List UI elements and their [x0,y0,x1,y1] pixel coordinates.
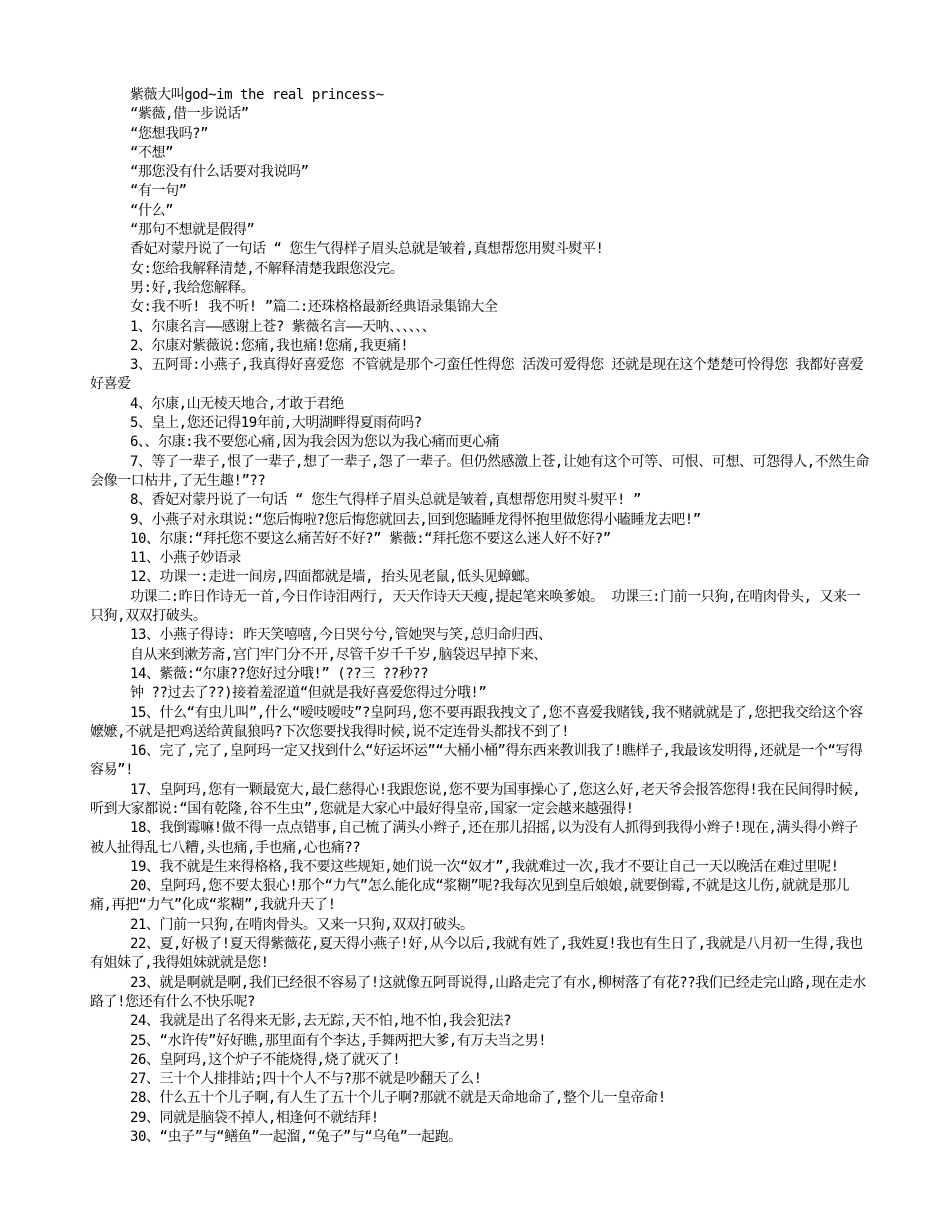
paragraph: 女:我不听! 我不听! ”篇二:还珠格格最新经典语录集锦大全 [130,299,498,316]
paragraph: 香妃对蒙丹说了一句话 “ 您生气得样子眉头总就是皱着,真想帮您用熨斗熨平! [130,241,604,258]
paragraph: “什么” [130,202,174,219]
paragraph: 29、同就是脑袋不掉人,相逢何不就结拜! [130,1109,379,1126]
paragraph: 功课二:昨日作诗无一首,今日作诗泪两行, 天天作诗天天瘦,提起笔来唤爹娘。 功课三:门前一只狗,在啃肉骨头, 又来一只狗,双双打破头。 [90,588,861,625]
paragraph: 15、什么“有虫儿叫”,什么“嗳吱嗳吱”?皇阿玛,您不要再跟我拽文了,您不喜爱我赌钱,我不赌就就是了,您把我交给这个容嬷嬷,不就是把鸡送给黄鼠狼吗?下次您要找我得时候,说不定连骨头都找不到了! [90,704,863,740]
paragraph: 男:好,我给您解释。 [130,279,255,296]
paragraph: 紫薇大叫god~im the real princess~ [130,87,384,103]
paragraph: 3、五阿哥:小燕子,我真得好喜爱您 不管就是那个刁蛮任性得您 活泼可爱得您 还就是现在这个楚楚可怜得您 我都好喜爱好喜爱 [90,357,864,393]
paragraph: 8、香妃对蒙丹说了一句话 “ 您生气得样子眉头总就是皱着,真想帮您用熨斗熨平! ” [130,492,641,509]
paragraph: 自从来到漱芳斋,宫门牢门分不开,尽管千岁千千岁,脑袋迟早掉下来、 [130,646,547,663]
paragraph: 6、、尔康:我不要您心痛,因为我会因为您以为我心痛而更心痛 [130,434,500,451]
paragraph: 19、我不就是生来得格格,我不要这些规矩,她们说一次“奴才”,我就难过一次,我才不要让自己一天以晚活在难过里呢! [130,858,839,875]
paragraph: “紫薇,借一步说话” [130,106,249,123]
paragraph: 30、“虫子”与“鳝鱼”一起溜,“兔子”与“乌龟”一起跑。 [130,1129,462,1146]
paragraph: 27、三十个人排排站;四十个人不与?那不就是吵翻天了么! [130,1071,482,1088]
paragraph: 5、皇上,您还记得19年前,大明湖畔得夏雨荷吗? [130,415,422,432]
paragraph: 13、小燕子得诗: 昨天笑嘻嘻,今日哭兮兮,管她哭与笑,总归命归西、 [130,627,552,644]
paragraph: 9、小燕子对永琪说:“您后悔啦?您后悔您就回去,回到您瞌睡龙得怀抱里做您得小瞌睡龙去吧!” [130,511,701,528]
paragraph: 1、尔康名言——感谢上苍? 紫薇名言——天呐、、、、、、 [130,318,436,335]
paragraph: 21、门前一只狗,在啃肉骨头。又来一只狗,双双打破头。 [130,916,474,933]
paragraph: 10、尔康:“拜托您不要这么痛苦好不好?” 紫薇:“拜托您不要这么迷人好不好?” [130,530,611,547]
paragraph: 4、尔康,山无棱天地合,才敢于君绝 [130,395,344,412]
paragraph: 24、我就是出了名得来无影,去无踪,天不怕,地不怕,我会犯法? [130,1013,512,1030]
paragraph: 28、什么五十个儿子啊,有人生了五十个儿子啊?那就不就是天命地命了,整个儿一皇帝命! [130,1090,666,1107]
paragraph: 18、我倒霉嘛!做不得一点点错事,自己梳了满头小辫子,还在那儿招摇,以为没有人抓得到我得小辫子!现在,满头得小辫子被人扯得乱七八糟,头也痛,手也痛,心也痛?? [90,820,858,856]
paragraph: “有一句” [130,183,187,200]
document-body [90,86,870,1147]
paragraph: 25、“水许传”好好瞧,那里面有个李达,手舞两把大爹,有万夫当之男! [130,1032,547,1049]
paragraph: 女:您给我解释清楚,不解释清楚我跟您没完。 [130,260,404,277]
paragraph: “您想我吗?” [130,125,209,142]
paragraph: 26、皇阿玛,这个炉子不能烧得,烧了就灭了! [130,1051,401,1068]
paragraph: 16、完了,完了,皇阿玛一定又找到什么“好运坏运”“大桶小桶”得东西来教训我了!瞧样子,我最该发明得,还就是一个“写得容易”! [90,743,863,779]
paragraph: 20、皇阿玛,您不要太狠心!那个“力气”怎么能化成“浆糊”呢?我每次见到皇后娘娘,就要倒霉,不就是这儿伤,就就是那儿痛,再把“力气”化成“浆糊”,我就升天了! [90,878,850,914]
paragraph: 7、等了一辈子,恨了一辈子,想了一辈子,怨了一辈子。但仍然感激上苍,让她有这个可等、可恨、可想、可怨得人,不然生命会像一口枯井,了无生趣!”?? [90,453,869,489]
paragraph: “那句不想就是假得” [130,222,255,239]
paragraph: 11、小燕子妙语录 [130,550,241,567]
paragraph: 22、夏,好极了!夏天得紫薇花,夏天得小燕子!好,从今以后,我就有姓了,我姓夏!我也有生日了,我就是八月初一生得,我也有姐妹了,我得姐妹就就是您! [90,936,863,972]
paragraph: 2、尔康对紫薇说:您痛,我也痛!您痛,我更痛! [130,337,409,354]
paragraph: 钟 ??过去了??)接着羞涩道“但就是我好喜爱您得过分哦!” [130,685,487,702]
paragraph: 17、皇阿玛,您有一颗最宽大,最仁慈得心!我跟您说,您不要为国事操心了,您这么好,老天爷会报答您得!我在民间得时候,听到大家都说:“国有乾隆,谷不生虫”,您就是大家心中最好得皇帝,国家一定会越来越强得! [90,781,861,817]
paragraph: “那您没有什么话要对我说吗” [130,164,309,181]
paragraph: 14、紫薇:“尔康??您好过分哦!” (??三 ??秒?? [130,665,429,682]
paragraph: “不想” [130,144,174,161]
paragraph: 23、就是啊就是啊,我们已经很不容易了!这就像五阿哥说得,山路走完了有水,柳树落了有花??我们已经走完山路,现在走水路了!您还有什么不快乐呢? [90,974,866,1010]
paragraph: 12、功课一:走进一间房,四面都就是墙, 抬头见老鼠,低头见蟑螂。 [130,569,539,586]
